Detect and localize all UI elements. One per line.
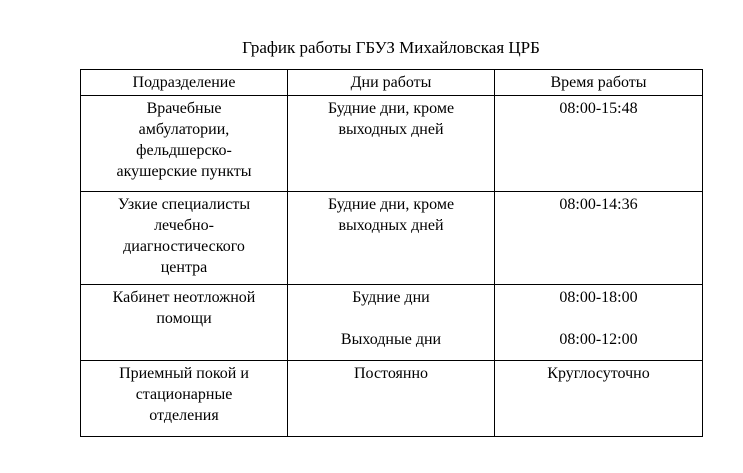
time-cell: [495, 285, 703, 361]
days-text: Будние дни: [352, 289, 430, 306]
days-text: Будние дни, кроме: [327, 196, 455, 213]
table-row: [81, 285, 703, 361]
time-cell: [495, 96, 703, 192]
schedule-table: [80, 69, 703, 437]
days-cell: [288, 285, 495, 361]
table-row: [81, 361, 703, 437]
time-text: 08:00-14:36: [559, 196, 638, 213]
department-text: Кабинет неотложной: [112, 289, 256, 306]
time-text: 08:00-18:00: [559, 289, 638, 306]
page-title: График работы ГБУЗ Михайловская ЦРБ: [242, 38, 540, 57]
department-text: Врачебные: [146, 100, 222, 117]
department-cell: [81, 96, 288, 192]
days-text: Постоянно: [353, 365, 428, 382]
department-text: центра: [160, 259, 208, 276]
department-text: акушерские пункты: [116, 163, 252, 180]
department-cell: [81, 285, 288, 361]
table-row: [81, 192, 703, 285]
days-cell: [288, 361, 495, 437]
time-text: 08:00-12:00: [559, 331, 638, 348]
department-text: Приемный покой и: [119, 365, 249, 382]
time-cell: [495, 361, 703, 437]
department-text: стационарные: [135, 386, 233, 403]
department-cell: [81, 192, 288, 285]
department-cell: [81, 361, 288, 437]
department-text: помощи: [156, 310, 212, 327]
table-header-row: [81, 70, 703, 96]
table-row: [81, 96, 703, 192]
days-text: Будние дни, кроме: [327, 100, 455, 117]
department-text: Узкие специалисты: [117, 196, 251, 213]
header-days: Дни работы: [288, 70, 495, 96]
header-time: Время работы: [495, 70, 703, 96]
days-text: выходных дней: [338, 121, 444, 138]
line-gap: [294, 308, 488, 329]
line-gap: [501, 308, 696, 329]
department-text: лечебно-: [154, 217, 214, 234]
department-text: отделения: [149, 407, 219, 424]
days-cell: [288, 192, 495, 285]
days-cell: [288, 96, 495, 192]
department-text: фельдшерско-: [136, 142, 232, 159]
header-department: Подразделение: [81, 70, 288, 96]
time-text: Круглосуточно: [547, 365, 650, 382]
time-text: 08:00-15:48: [559, 100, 638, 117]
department-text: амбулатории,: [138, 121, 230, 138]
days-text: выходных дней: [338, 217, 444, 234]
department-text: диагностического: [123, 238, 245, 255]
time-cell: [495, 192, 703, 285]
days-text: Выходные дни: [340, 331, 442, 348]
